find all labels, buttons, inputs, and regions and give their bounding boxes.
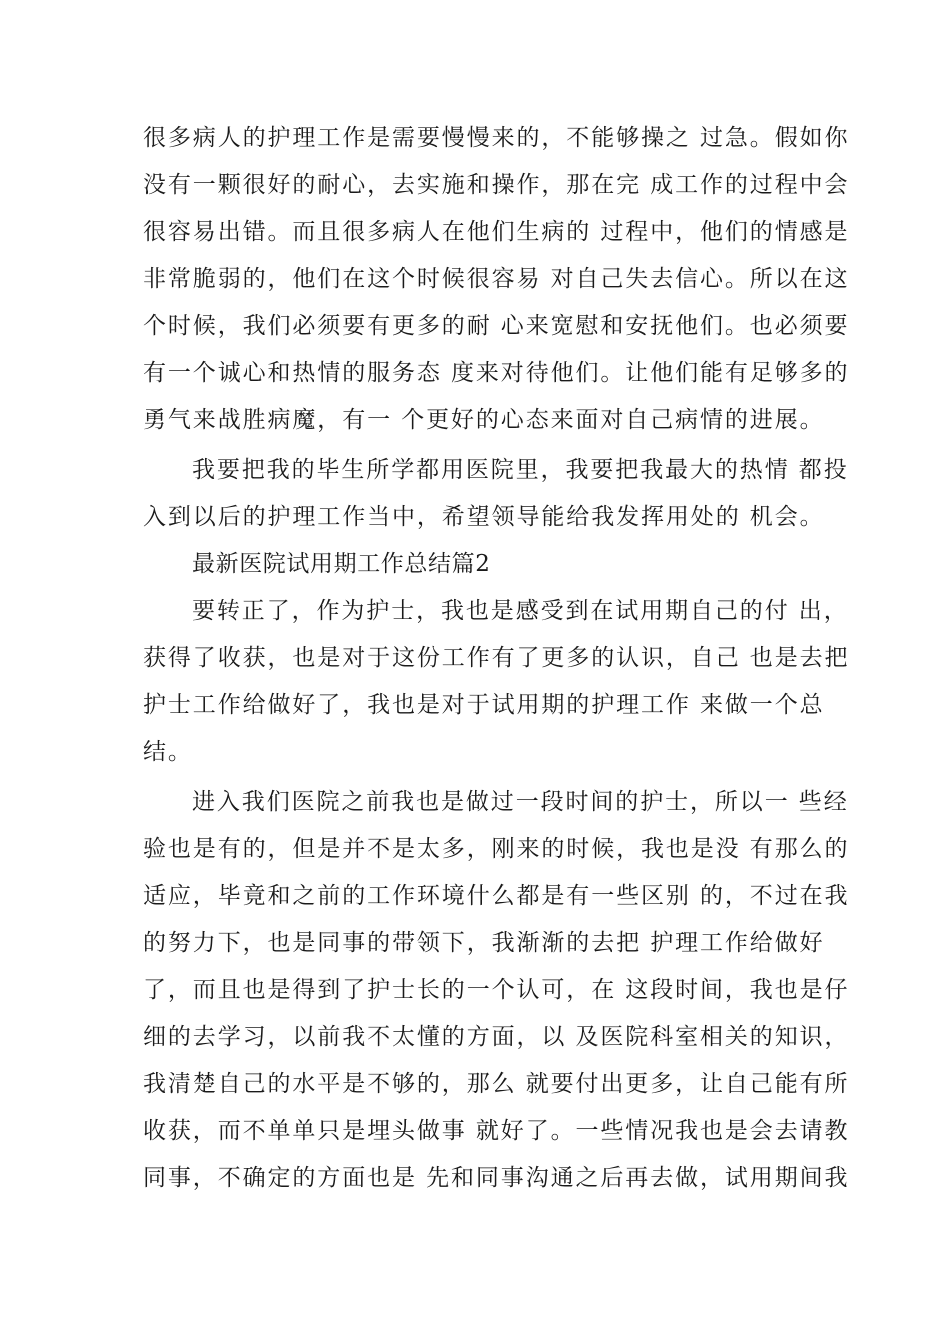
text-line-5: 个时候，我们必须要有更多的耐 心来宽慰和安抚他们。也必须要 [143,313,850,339]
text-line-20: 细的去学习，以前我不太懂的方面，以 及医院科室相关的知识， [143,1024,850,1050]
text-line-12: 获得了收获，也是对于这份工作有了更多的认识，自己 也是去把 [143,645,850,671]
text-line-19: 了，而且也是得到了护士长的一个认可，在 这段时间，我也是仔 [143,977,850,1003]
text-line-8: 我要把我的毕生所学都用医院里，我要把我最大的热情 都投 [192,457,849,483]
text-line-11: 要转正了，作为护士，我也是感受到在试用期自己的付 出， [192,598,849,624]
text-line-2: 没有一颗很好的耐心，去实施和操作，那在完 成工作的过程中会 [143,172,850,198]
text-line-3: 很容易出错。而且很多病人在他们生病的 过程中，他们的情感是 [143,219,850,245]
text-line-7: 勇气来战胜病魔，有一 个更好的心态来面对自己病情的进展。 [143,407,825,433]
section-heading: 最新医院试用期工作总结篇2 [192,551,491,577]
text-line-18: 的努力下，也是同事的带领下，我渐渐的去把 护理工作给做好 [143,930,825,956]
text-line-22: 收获，而不单单只是埋头做事 就好了。一些情况我也是会去请教 [143,1118,850,1144]
text-line-23: 同事，不确定的方面也是 先和同事沟通之后再去做，试用期间我 [143,1165,850,1191]
text-line-13: 护士工作给做好了，我也是对于试用期的护理工作 来做一个总 [143,692,825,718]
text-line-16: 验也是有的，但是并不是太多，刚来的时候，我也是没 有那么的 [143,836,850,862]
text-line-1: 很多病人的护理工作是需要慢慢来的，不能够操之 过急。假如你 [143,125,850,151]
text-line-14: 结。 [143,739,193,765]
text-line-17: 适应，毕竟和之前的工作环境什么都是有一些区别 的，不过在我 [143,883,850,909]
text-line-4: 非常脆弱的，他们在这个时候很容易 对自己失去信心。所以在这 [143,266,850,292]
text-line-9: 入到以后的护理工作当中，希望领导能给我发挥用处的 机会。 [143,504,825,530]
text-line-21: 我清楚自己的水平是不够的，那么 就要付出更多，让自己能有所 [143,1071,850,1097]
text-line-6: 有一个诚心和热情的服务态 度来对待他们。让他们能有足够多的 [143,360,850,386]
text-line-15: 进入我们医院之前我也是做过一段时间的护士，所以一 些经 [192,789,849,815]
